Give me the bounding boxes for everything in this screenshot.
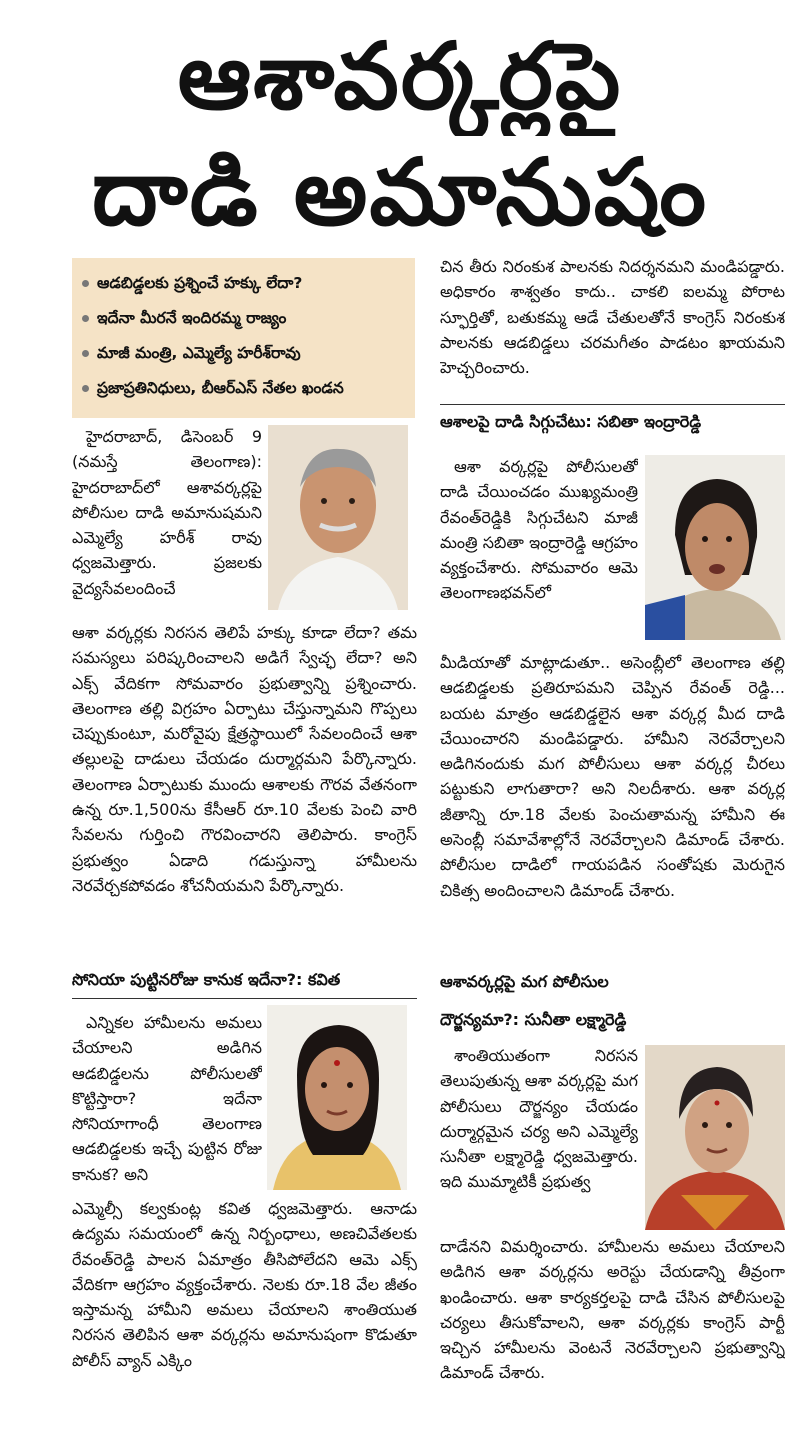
highlight-text: ఇదేనా మీరనే ఇందిరమ్మ రాజ్యం (97, 309, 287, 327)
kavitha-subhead: సోనియా పుట్టినరోజు కానుక ఇదేనా?: కవిత (72, 970, 341, 989)
bullet-icon (82, 315, 89, 322)
sabitha-subhead: ఆశాలపై దాడి సిగ్గుచేటు: సబితా ఇంద్రారెడ్డి (440, 412, 702, 431)
headline-line-1: ఆశావర్కర్లపై (177, 23, 623, 130)
highlight-text: ప్రజాప్రతినిధులు, బీఆర్‌ఎస్ నేతల ఖండన (97, 379, 344, 397)
bullet-icon (82, 350, 89, 357)
sunitha-article-intro: శాంతియుతంగా నిరసన తెలుపుతున్న ఆశా వర్కర్లపై మగ పోలీసులు దౌర్జన్యం చేయడం దుర్మార్గమైన చర్య అని ఎమ్మెల్యే సునీతా లక్ష్మారెడ్డి ధ్వజమెత్తారు. ఇది ముమ్మాటికీ ప్రభుత్వ (440, 1046, 638, 1192)
bullet-icon (82, 280, 89, 287)
harish-article-body: ఆశా వర్కర్లకు నిరసన తెలిపే హక్కు కూడా లేదా? తమ సమస్యలు పరిష్కరించాలని అడిగే స్వేచ్ఛ లేదా? అని ఎక్స్ వేదికగా సోమవారం ప్రభుత్వాన్ని ప్రశ్నించారు. తెలంగాణ తల్లి విగ్రహం ఏర్పాటు చేస్తున్నామని గొప్పలు చెప్పుకుంటూ, మరోవైపు క్షేత్రస్థాయిలో సేవలందించే ఆశా తల్లులపై దాడులు చేయడం దుర్మార్గమని పేర్కొన్నారు. తెలంగాణ ఏర్పాటుకు ముందు ఆశాలకు గౌరవ వేతనంగా ఉన్న రూ.1,500ను కేసీఆర్ రూ.10 వేలకు పెంచి వారి సేవలను గుర్తించి గౌరవించారని తెలిపారు. కాంగ్రెస్ ప్రభుత్వం ఏడాది గడుస్తున్నా హామీలను నెరవేర్చకపోవడం శోచనీయమని పేర్కొన్నారు. (72, 623, 417, 895)
kavitha-photo (267, 1005, 407, 1190)
highlight-item (82, 266, 409, 301)
harish-article-continued: చిన తీరు నిరంకుశ పాలనకు నిదర్శనమని మండిపడ్డారు. అధికారం శాశ్వతం కాదు.. చాకలి ఐలమ్మ పోరాట స్ఫూర్తితో, బతుకమ్మ ఆడే చేతులతోనే కాంగ్రెస్ నిరంకుశ పాలనకు ఆడబిడ్డలు చరమగీతం పాడటం ఖాయమని హెచ్చరించారు. (440, 257, 785, 378)
sabitha-article-body: మీడియాతో మాట్లాడుతూ.. అసెంబ్లీలో తెలంగాణ తల్లి ఆడబిడ్డలకు ప్రతిరూపమని చెప్పిన రేవంత్ రెడ్డి... బయట మాత్రం ఆడబిడ్డలైన ఆశా వర్కర్ల మీద దాడి చేయించారని మండిపడ్డారు. హామీని నెరవేర్చాలని అడిగినందుకు మగ పోలీసులు ఆశా వర్కర్ల చీరలు పట్టుకుని లాగుతారా? అని నిలదీశారు. ఆశా వర్కర్ల జీతాన్ని రూ.18 వేలకు పెంచుతామన్న హామీని ఈ అసెంబ్లీ సమావేశాల్లోనే నెరవేర్చాలని డిమాండ్ చేశారు. పోలీసుల దాడిలో గాయపడిన సంతోషకు మెరుగైన చికిత్స అందించాలని డిమాండ్ చేశారు. (440, 653, 785, 900)
highlight-item (82, 336, 409, 371)
highlight-text: మాజీ మంత్రి, ఎమ్మెల్యే హరీశ్‌రావు (97, 344, 301, 362)
sunitha-subhead-line-1: ఆశావర్కర్లపై మగ పోలీసుల (440, 972, 609, 991)
harish-article-intro: హైదరాబాద్, డిసెంబర్ 9 (నమస్తే తెలంగాణ): హైదరాబాద్‌లో ఆశావర్కర్లపై పోలీసుల దాడి అమానుషమని ఎమ్మెల్యే హరీశ్ రావు ధ్వజమెత్తారు. ప్రజలకు వైద్యసేవలందించే (72, 427, 262, 598)
headline-line-2: దాడి అమానుషం (91, 139, 709, 246)
highlights-box (72, 258, 415, 418)
harish-rao-photo (268, 425, 408, 610)
highlight-item (82, 371, 409, 406)
sunitha-subhead-line-2: దౌర్జన్యమా?: సునీతా లక్ష్మారెడ్డి (440, 1010, 627, 1029)
highlight-text: ఆడబిడ్డలకు ప్రశ్నించే హక్కు లేదా? (97, 274, 303, 292)
bullet-icon (82, 385, 89, 392)
sunitha-photo (645, 1045, 785, 1230)
divider (72, 998, 417, 999)
sabitha-article-intro: ఆశా వర్కర్లపై పోలీసులతో దాడి చేయించడం ముఖ్యమంత్రి రేవంత్‌రెడ్డికి సిగ్గుచేటని మాజీ మంత్రి సబితా ఇంద్రారెడ్డి ఆగ్రహం వ్యక్తంచేశారు. సోమవారం ఆమె తెలంగాణభవన్‌లో (440, 457, 638, 603)
highlight-item (82, 301, 409, 336)
sabitha-photo (645, 455, 785, 640)
divider (440, 404, 785, 405)
kavitha-article-intro: ఎన్నికల హామీలను అమలు చేయాలని అడిగిన ఆడబిడ్డలను పోలీసులతో కొట్టిస్తారా? ఇదేనా సోనియాగాంధీ తెలంగాణ ఆడబిడ్డలకు ఇచ్చే పుట్టిన రోజు కానుక? అని (72, 1013, 262, 1184)
kavitha-article-body: ఎమ్మెల్సీ కల్వకుంట్ల కవిత ధ్వజమెత్తారు. ఆనాడు ఉద్యమ సమయంలో ఉన్న నిర్బంధాలు, అణచివేతలకు రేవంత్‌రెడ్డి పాలన ఏమాత్రం తీసిపోలేదని ఆమె ఎక్స్ వేదికగా ఆగ్రహం వ్యక్తంచేశారు. నెలకు రూ.18 వేల జీతం ఇస్తామన్న హామీని అమలు చేయాలని శాంతియుత నిరసన తెలిపిన ఆశా వర్కర్లను అమానుషంగా కొడుతూ పోలీస్ వ్యాన్ ఎక్కిం (72, 1199, 417, 1370)
sunitha-article-body: దాడేనని విమర్శించారు. హామీలను అమలు చేయాలని అడిగిన ఆశా వర్కర్లను అరెస్టు చేయడాన్ని తీవ్రంగా ఖండించారు. ఆశా కార్యకర్తలపై దాడి చేసిన పోలీసులపై చర్యలు తీసుకోవాలని, ఆశా వర్కర్లకు కాంగ్రెస్ పార్టీ ఇచ్చిన హామీలను వెంటనే నెరవేర్చాలని ప్రభుత్వాన్ని డిమాండ్ చేశారు. (440, 1237, 785, 1383)
